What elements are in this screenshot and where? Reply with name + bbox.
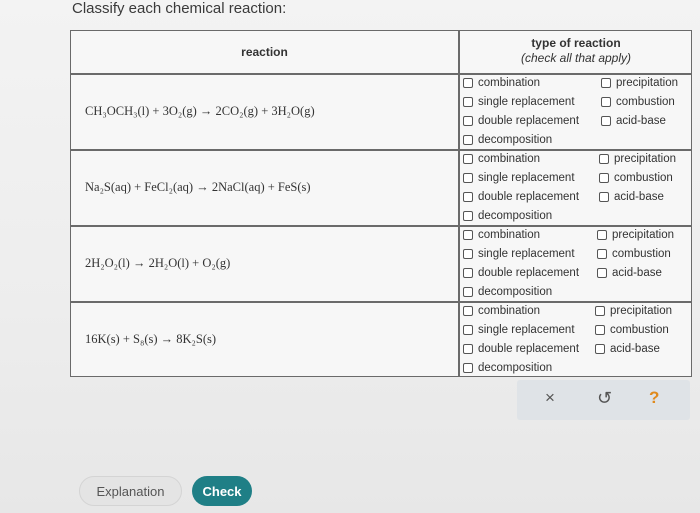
reaction-equation	[71, 225, 458, 301]
option-precipitation[interactable]	[601, 77, 678, 89]
option-combustion[interactable]	[599, 172, 673, 184]
checkbox[interactable]	[463, 306, 473, 316]
option-acid-base[interactable]	[597, 267, 662, 279]
option-label: decomposition	[478, 286, 553, 298]
option-label: single replacement	[478, 96, 575, 108]
checkbox[interactable]	[463, 287, 473, 297]
checkbox[interactable]	[463, 230, 473, 240]
checkbox[interactable]	[595, 344, 605, 354]
checkbox[interactable]	[463, 211, 473, 221]
option-decomposition[interactable]	[463, 362, 552, 374]
checkbox[interactable]	[463, 135, 473, 145]
option-label: decomposition	[478, 210, 553, 222]
option-double-replacement[interactable]	[463, 267, 579, 279]
checkbox[interactable]	[463, 325, 473, 335]
option-label: precipitation	[612, 229, 675, 241]
option-label: precipitation	[616, 77, 679, 89]
option-label: combustion	[614, 172, 673, 184]
checkbox[interactable]	[595, 306, 605, 316]
equation-text: CH₃OCH₃(l) + 3O₂(g) → 2CO₂(g) + 3H₂O(g)	[85, 103, 315, 118]
option-decomposition[interactable]	[463, 210, 552, 222]
checkbox[interactable]	[463, 192, 473, 202]
equation-text: Na₂S(aq) + FeCl₂(aq) → 2NaCl(aq) + FeS(s)	[85, 179, 311, 194]
checkbox[interactable]	[463, 249, 473, 259]
option-label: double replacement	[478, 115, 580, 127]
checkbox[interactable]	[599, 192, 609, 202]
checkbox[interactable]	[601, 116, 611, 126]
checkbox[interactable]	[601, 97, 611, 107]
option-label: combination	[478, 153, 541, 165]
header-type-title: type of reaction	[531, 36, 621, 50]
option-precipitation[interactable]	[599, 153, 676, 165]
option-acid-base[interactable]	[599, 191, 664, 203]
checkbox[interactable]	[463, 344, 473, 354]
option-precipitation[interactable]	[595, 305, 672, 317]
checkbox[interactable]	[463, 363, 473, 373]
option-decomposition[interactable]	[463, 134, 552, 146]
check-button[interactable]: Check	[192, 476, 252, 506]
option-label: single replacement	[478, 172, 575, 184]
explanation-button[interactable]: Explanation	[79, 476, 182, 506]
help-icon[interactable]: ?	[649, 388, 660, 407]
option-combustion[interactable]	[595, 324, 669, 336]
reaction-type-options	[460, 303, 692, 377]
option-combination[interactable]	[463, 229, 540, 241]
option-label: combination	[478, 305, 541, 317]
option-label: combustion	[610, 324, 669, 336]
option-combination[interactable]	[463, 153, 540, 165]
option-single-replacement[interactable]	[463, 324, 575, 336]
option-single-replacement[interactable]	[463, 96, 575, 108]
option-label: combination	[478, 77, 541, 89]
option-single-replacement[interactable]	[463, 248, 575, 260]
option-double-replacement[interactable]	[463, 343, 579, 355]
option-decomposition[interactable]	[463, 286, 552, 298]
reaction-type-options	[460, 227, 692, 301]
option-double-replacement[interactable]	[463, 191, 579, 203]
equation-text: 2H₂O₂(l) → 2H₂O(l) + O₂(g)	[85, 255, 231, 270]
option-label: acid-base	[614, 191, 664, 203]
reaction-equation	[71, 149, 458, 225]
checkbox[interactable]	[597, 268, 607, 278]
checkbox[interactable]	[597, 249, 607, 259]
option-label: combustion	[616, 96, 675, 108]
option-label: acid-base	[612, 267, 662, 279]
header-reaction: reaction	[241, 45, 288, 59]
checkbox[interactable]	[463, 97, 473, 107]
option-label: combustion	[612, 248, 671, 260]
checkbox[interactable]	[595, 325, 605, 335]
option-label: precipitation	[610, 305, 673, 317]
reaction-equation	[71, 73, 458, 149]
option-label: acid-base	[616, 115, 666, 127]
reaction-type-options	[460, 75, 692, 149]
reaction-type-options	[460, 151, 692, 225]
question-prompt: Classify each chemical reaction:	[72, 0, 287, 17]
option-label: single replacement	[478, 324, 575, 336]
option-label: acid-base	[610, 343, 660, 355]
equation-text: 16K(s) + S₈(s) → 8K₂S(s)	[85, 331, 217, 346]
reaction-table	[70, 30, 692, 377]
checkbox[interactable]	[463, 268, 473, 278]
answer-actions-bar	[517, 380, 690, 420]
option-double-replacement[interactable]	[463, 115, 579, 127]
option-combination[interactable]	[463, 77, 540, 89]
checkbox[interactable]	[597, 230, 607, 240]
option-label: single replacement	[478, 248, 575, 260]
checkbox[interactable]	[463, 173, 473, 183]
option-label: precipitation	[614, 153, 677, 165]
option-label: decomposition	[478, 362, 553, 374]
header-type	[460, 36, 692, 65]
checkbox[interactable]	[599, 173, 609, 183]
option-label: combination	[478, 229, 541, 241]
option-combustion[interactable]	[601, 96, 675, 108]
option-acid-base[interactable]	[595, 343, 660, 355]
checkbox[interactable]	[599, 154, 609, 164]
checkbox[interactable]	[463, 78, 473, 88]
checkbox[interactable]	[601, 78, 611, 88]
undo-icon[interactable]: ↺	[597, 388, 613, 408]
option-combination[interactable]	[463, 305, 540, 317]
checkbox[interactable]	[463, 154, 473, 164]
option-single-replacement[interactable]	[463, 172, 575, 184]
option-combustion[interactable]	[597, 248, 671, 260]
option-label: decomposition	[478, 134, 553, 146]
option-acid-base[interactable]	[601, 115, 666, 127]
option-label: double replacement	[478, 191, 580, 203]
option-label: double replacement	[478, 267, 580, 279]
option-label: double replacement	[478, 343, 580, 355]
clear-icon[interactable]: ×	[545, 388, 555, 407]
header-type-note: (check all that apply)	[520, 51, 632, 65]
option-precipitation[interactable]	[597, 229, 674, 241]
checkbox[interactable]	[463, 116, 473, 126]
reaction-equation	[71, 301, 458, 377]
